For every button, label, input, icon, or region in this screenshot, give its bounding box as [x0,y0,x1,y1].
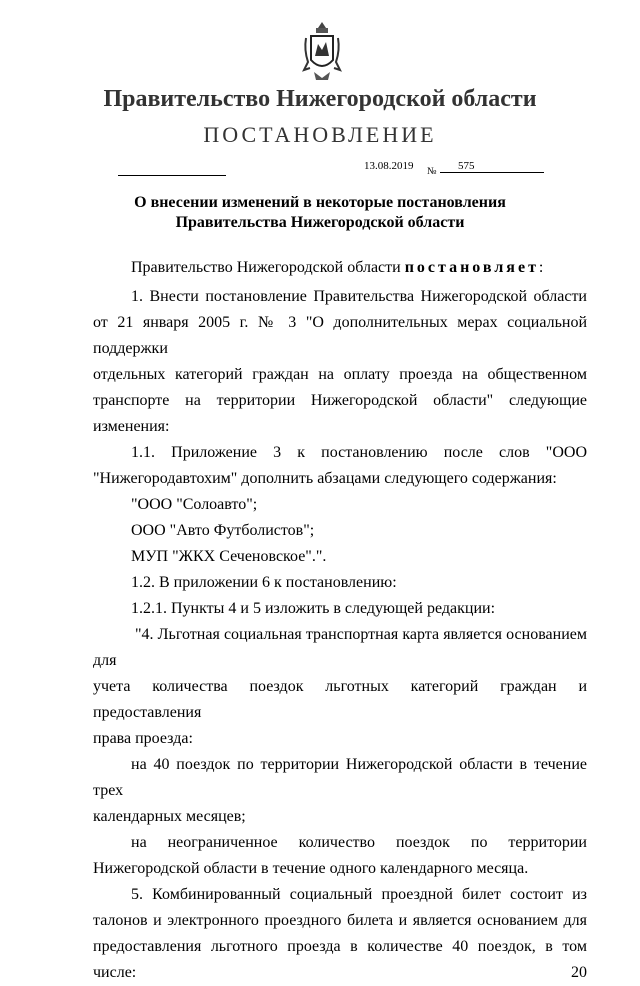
coat-of-arms-emblem [300,20,344,84]
blank-line [118,175,226,176]
intro-text: Правительство Нижегородской области [131,259,401,276]
p5-line-1: 5. Комбинированный социальный проездной билет состоит из [131,886,587,903]
p11-line-2: "Нижегородавтохим" дополнить абзацами следующего содержания: [93,470,557,487]
document-number: 575 [440,160,544,173]
p1-line-3: отдельных категорий граждан на оплату проезда на общественном [93,366,587,383]
p4a-line-1: на 40 поездок по территории Нижегородской области в течение трех [93,756,587,799]
p4a-line-2: календарных месяцев; [93,808,246,825]
document-kind: ПОСТАНОВЛЕНИЕ [203,122,437,147]
p5-line-3: предоставления льготного проезда в количестве 40 поездок, в том числе: 20 [93,938,587,981]
p4-line-1: "4. Льготная социальная транспортная карта является основанием для [93,626,587,669]
p11-line-1: 1.1. Приложение 3 к постановлению после слов "ООО [131,444,587,461]
p5-line-2: талонов и электронного проездного билета и является основанием для [93,912,587,929]
p121-line: 1.2.1. Пункты 4 и 5 изложить в следующей редакции: [131,600,496,617]
document-body [93,255,587,986]
org-line-2: ООО "Авто Футболистов"; [131,522,315,539]
document-date: 13.08.2019 [364,160,414,172]
number-sign: № [427,166,437,177]
p1-line-4: транспорте на территории Нижегородской области" следующие изменения: [93,392,587,435]
p4-line-2: учета количества поездок льготных категорий граждан и предоставления [93,678,587,721]
intro-action: постановляет [404,259,539,276]
p1-line-2: от 21 января 2005 г. № 3 "О дополнительных мерах социальной поддержки [93,314,587,357]
intro-paragraph [93,255,587,281]
subject-line-1: О внесении изменений в некоторые постановления [134,194,506,211]
document-subject [0,193,640,233]
p1-line-1: 1. Внести постановление Правительства Нижегородской области [131,288,587,305]
p4b-line-2: Нижегородской области в течение одного календарного месяца. [93,860,529,877]
org-line-3: МУП "ЖКХ Сеченовское".". [131,548,327,565]
p4b-line-1: на неограниченное количество поездок по территории [131,834,587,851]
subject-line-2: Правительства Нижегородской области [175,214,465,231]
government-title: Правительство Нижегородской области [103,86,537,112]
date-number-row [0,160,640,182]
p4-line-3: права проезда: [93,730,193,747]
p12-line: 1.2. В приложении 6 к постановлению: [131,574,397,591]
org-line-1: "ООО "Солоавто"; [131,496,258,513]
intro-colon: : [538,259,544,276]
